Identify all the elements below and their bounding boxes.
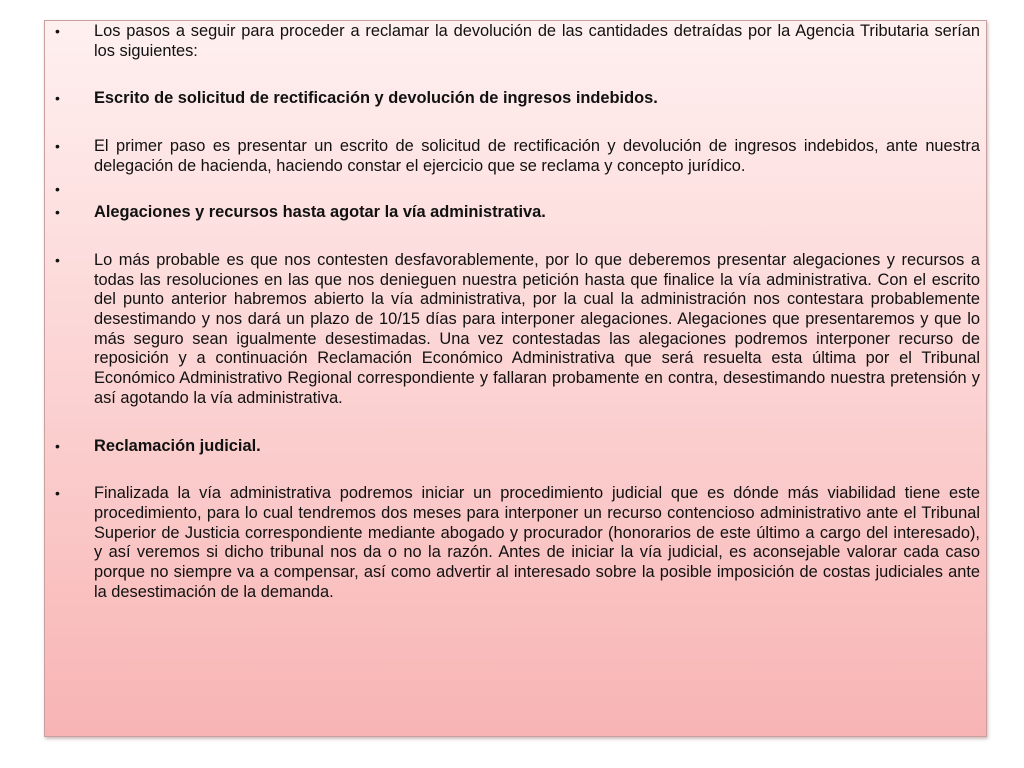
- bullet-dot-icon: •: [55, 437, 60, 454]
- bullet-dot-icon: •: [55, 251, 60, 268]
- bullet-dot-icon: •: [55, 180, 60, 197]
- bullet-dot-icon: •: [55, 23, 60, 39]
- bullet-heading-text: Escrito de solicitud de rectificación y devolución de ingresos indebidos.: [94, 89, 658, 108]
- content-text-box: [44, 20, 987, 737]
- bullet-dot-icon: •: [55, 138, 60, 155]
- bullet-judicial-detalle: [55, 484, 980, 602]
- bullet-heading-text: Reclamación judicial.: [94, 436, 261, 455]
- bullet-alegaciones-detalle: [55, 251, 980, 409]
- bullet-text: Lo más probable es que nos contesten desfavorablemente, por lo que deberemos presentar alegaciones y recursos a todas las resoluciones en las que nos denieguen nuestra petición hasta que finalice la vía administrativa. Con el escrito del punto anterior habremos abierto la vía administrativa, por la cual la administración nos contestara probablemente desestimando y nos dará un plazo de 10/15 días para interponer alegaciones. Alegaciones que presentaremos y que lo más seguro sean igualmente desestimadas. Una vez contestadas las alegaciones podremos interponer recurso de reposición y a continuación Reclamación Económico Administrativa que será resuelta esta última por el Tribunal Económico Administrativo Regional correspondiente y fallaran probamente en contra, desestimando nuestra pretensión y así agotando la vía administrativa.: [94, 250, 980, 407]
- bullet-heading-text: Alegaciones y recursos hasta agotar la vía administrativa.: [94, 203, 546, 222]
- bullet-dot-icon: •: [55, 485, 60, 502]
- bullet-empty: [55, 180, 980, 200]
- bullet-text: El primer paso es presentar un escrito de solicitud de rectificación y devolución de ingresos indebidos, ante nuestra delegación de hacienda, haciendo constar el ejercicio que se reclama y concepto jurídico.: [94, 137, 980, 175]
- bullet-text: Los pasos a seguir para proceder a reclamar la devolución de las cantidades detraídas por la Agencia Tributaria serían los siguientes:: [94, 22, 980, 60]
- bullet-heading-judicial: [55, 437, 980, 457]
- bullet-dot-icon: •: [55, 204, 60, 221]
- bullet-heading-rectificacion: [55, 89, 980, 109]
- bullet-primer-paso: [55, 137, 980, 176]
- bullet-dot-icon: •: [55, 90, 60, 107]
- bullet-intro: [55, 22, 980, 61]
- bullet-heading-alegaciones: [55, 203, 980, 223]
- bullet-list: [55, 22, 980, 602]
- bullet-text: Finalizada la vía administrativa podremos iniciar un procedimiento judicial que es dónde más viabilidad tiene este procedimiento, para lo cual tendremos dos meses para interponer un recurso contencioso administrativo ante el Tribunal Superior de Justicia correspondiente mediante abogado y procurador (honorarios de este último a cargo del interesado), y así veremos si dicho tribunal nos da o no la razón. Antes de iniciar la vía judicial, es aconsejable valorar cada caso porque no siempre va a compensar, así como advertir al interesado sobre la posible imposición de costas judiciales ante la desestimación de la demanda.: [94, 484, 980, 601]
